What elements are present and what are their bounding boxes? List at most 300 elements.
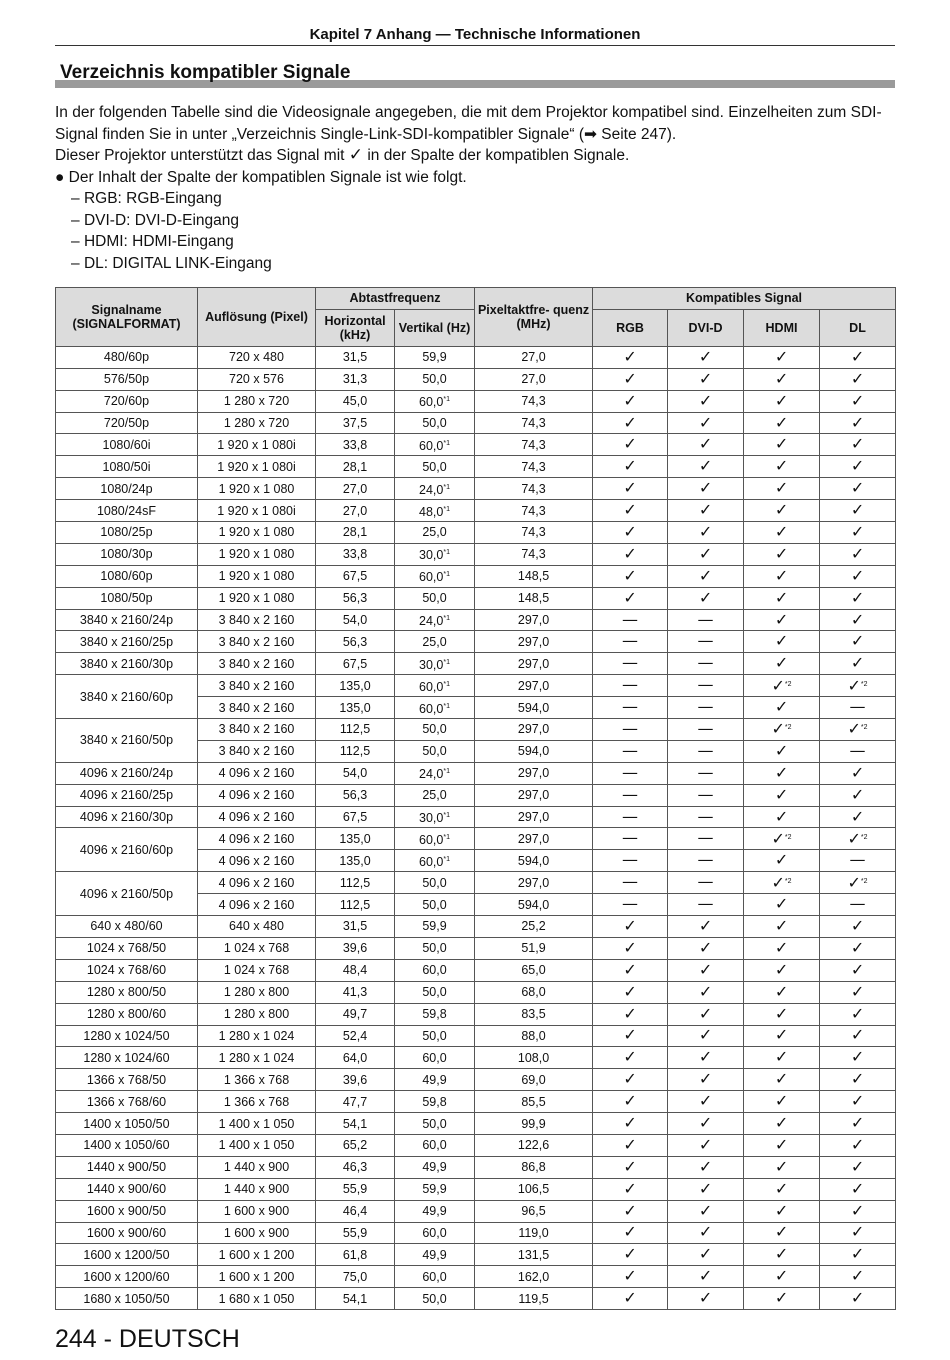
compat-dl-cell (820, 1222, 896, 1244)
compat-dl-cell (820, 1156, 896, 1178)
signal-name-cell: 1600 x 1200/50 (56, 1244, 198, 1266)
check-icon: ✓ (850, 500, 865, 520)
compat-dvid-cell (668, 697, 744, 719)
pixelclock-cell: 297,0 (475, 806, 593, 828)
vertical-cell: 60,0$^{*1}$ (395, 850, 475, 872)
compat-dvid-cell (668, 850, 744, 872)
dash-icon: — (697, 850, 714, 870)
compat-rgb-cell (593, 1156, 668, 1178)
table-row (56, 653, 896, 675)
horizontal-cell: 39,6 (316, 1069, 395, 1091)
vertical-cell: 60,0$^{*1}$ (395, 697, 475, 719)
check-icon: ✓ (698, 1178, 713, 1198)
vertical-cell: 60,0 (395, 959, 475, 981)
vertical-cell: 50,0 (395, 1025, 475, 1047)
compat-dl-cell (820, 784, 896, 806)
check-icon: ✓ (850, 784, 865, 804)
check-icon: ✓ (774, 697, 789, 717)
compat-dvid-cell (668, 1113, 744, 1135)
check-icon: ✓ (698, 500, 713, 520)
compat-dl-cell (820, 675, 896, 697)
dash-icon: — (697, 894, 714, 914)
vertical-cell: 50,0 (395, 587, 475, 609)
vertical-cell: 30,0$^{*1}$ (395, 653, 475, 675)
compat-rgb-cell (593, 1113, 668, 1135)
check-icon: ✓ (774, 894, 789, 914)
check-icon: ✓ (850, 390, 865, 410)
check-icon: ✓ (850, 653, 865, 673)
pixelclock-cell: 297,0 (475, 653, 593, 675)
dash-icon: — (697, 609, 714, 629)
resolution-cell: 1 440 x 900 (198, 1156, 316, 1178)
check-icon: ✓ (698, 346, 713, 366)
resolution-cell: 720 x 576 (198, 368, 316, 390)
check-icon: ✓ (774, 390, 789, 410)
check-icon: ✓ (774, 609, 789, 629)
header-scan: Abtastfrequenz (316, 288, 475, 310)
check-icon: ✓ (698, 456, 713, 476)
vertical-cell: 49,9 (395, 1200, 475, 1222)
check-icon: ✓ (698, 1266, 713, 1286)
check-icon: ✓ (850, 1025, 865, 1045)
dash-icon: — (622, 894, 639, 914)
compat-rgb-cell (593, 937, 668, 959)
signal-name-cell: 1080/50p (56, 587, 198, 609)
horizontal-cell: 55,9 (316, 1178, 395, 1200)
signal-name-cell: 1366 x 768/60 (56, 1091, 198, 1113)
check-icon: ✓ (774, 937, 789, 957)
table-row (56, 587, 896, 609)
compat-dl-cell (820, 697, 896, 719)
signal-name-cell: 4096 x 2160/50p (56, 872, 198, 916)
compat-dvid-cell (668, 500, 744, 522)
check-icon: ✓ (774, 981, 789, 1001)
check-icon: ✓ (774, 762, 789, 782)
pixelclock-cell: 594,0 (475, 894, 593, 916)
signal-name-cell: 3840 x 2160/30p (56, 653, 198, 675)
compat-rgb-cell (593, 872, 668, 894)
check-icon: ✓ (623, 1047, 637, 1067)
check-icon: ✓ (698, 521, 713, 541)
compat-dl-cell (820, 850, 896, 872)
vertical-cell: 50,0 (395, 412, 475, 434)
check-icon: ✓ (774, 1025, 789, 1045)
table-row (56, 1025, 896, 1047)
horizontal-cell: 27,0 (316, 500, 395, 522)
table-row (56, 1222, 896, 1244)
compat-dl-cell (820, 916, 896, 938)
check-icon: ✓ (850, 1134, 865, 1154)
support-text-start: Dieser Projektor unterstützt das Signal mit (55, 147, 345, 164)
pixelclock-cell: 88,0 (475, 1025, 593, 1047)
check-icon: ✓ (850, 543, 865, 563)
dash-icon: — (622, 872, 639, 892)
compat-rgb-cell (593, 784, 668, 806)
compat-rgb-cell (593, 1200, 668, 1222)
pixelclock-cell: 297,0 (475, 784, 593, 806)
dash-icon: — (622, 653, 639, 673)
footnote-ref: *1 (443, 549, 450, 557)
signal-name-cell: 1280 x 800/50 (56, 981, 198, 1003)
pixelclock-cell: 108,0 (475, 1047, 593, 1069)
signal-name-cell: 1280 x 800/60 (56, 1003, 198, 1025)
pixelclock-cell: 96,5 (475, 1200, 593, 1222)
resolution-cell: 1 280 x 720 (198, 412, 316, 434)
compat-hdmi-cell (744, 719, 820, 741)
table-row (56, 719, 896, 741)
vertical-cell: 24,0$^{*1}$ (395, 609, 475, 631)
check-icon: ✓ (348, 145, 364, 165)
footnote-ref: *2 (784, 833, 792, 841)
dash-icon: — (849, 894, 866, 914)
compat-dvid-cell (668, 1266, 744, 1288)
pixelclock-cell: 119,5 (475, 1288, 593, 1310)
check-icon: ✓ (774, 1069, 789, 1089)
horizontal-cell: 47,7 (316, 1091, 395, 1113)
check-icon: ✓ (774, 434, 789, 454)
vertical-cell: 25,0 (395, 631, 475, 653)
resolution-cell: 1 280 x 720 (198, 390, 316, 412)
check-icon: ✓ (623, 1003, 637, 1023)
table-row (56, 872, 896, 894)
horizontal-cell: 56,3 (316, 587, 395, 609)
compat-hdmi-cell (744, 872, 820, 894)
compat-hdmi-cell (744, 850, 820, 872)
footnote-ref: *2 (784, 877, 792, 885)
check-icon: ✓ (850, 1288, 865, 1308)
signal-name-cell: 1024 x 768/50 (56, 937, 198, 959)
pixelclock-cell: 74,3 (475, 478, 593, 500)
pixelclock-cell: 74,3 (475, 434, 593, 456)
compat-hdmi-cell (744, 806, 820, 828)
pixelclock-cell: 148,5 (475, 565, 593, 587)
horizontal-cell: 37,5 (316, 412, 395, 434)
check-icon: ✓ (850, 1266, 865, 1286)
footnote-ref: *1 (443, 702, 450, 710)
compat-hdmi-cell (744, 1025, 820, 1047)
signal-name-cell: 1280 x 1024/50 (56, 1025, 198, 1047)
compat-dl-cell (820, 872, 896, 894)
resolution-cell: 720 x 480 (198, 346, 316, 368)
signal-name-cell: 1400 x 1050/60 (56, 1134, 198, 1156)
table-row (56, 916, 896, 938)
dash-icon: — (622, 718, 639, 738)
pixelclock-cell: 25,2 (475, 916, 593, 938)
compat-dvid-cell (668, 434, 744, 456)
horizontal-cell: 52,4 (316, 1025, 395, 1047)
list-item: – HDMI: HDMI-Eingang (55, 231, 895, 253)
check-icon: ✓ (850, 981, 865, 1001)
table-row (56, 806, 896, 828)
horizontal-cell: 67,5 (316, 565, 395, 587)
check-icon: ✓ (698, 565, 713, 585)
check-icon: ✓ (850, 937, 865, 957)
dash-icon: — (622, 762, 639, 782)
check-icon: ✓ (698, 1134, 713, 1154)
dash-icon: — (622, 806, 639, 826)
vertical-cell: 49,9 (395, 1244, 475, 1266)
signal-name-cell: 3840 x 2160/50p (56, 719, 198, 763)
table-row (56, 762, 896, 784)
compat-hdmi-cell (744, 412, 820, 434)
dash-icon: — (622, 697, 639, 717)
check-icon: ✓ (623, 412, 637, 432)
resolution-cell: 1 400 x 1 050 (198, 1113, 316, 1135)
compat-dvid-cell (668, 981, 744, 1003)
check-icon: ✓ (774, 653, 789, 673)
check-icon: ✓ (698, 412, 713, 432)
resolution-cell: 3 840 x 2 160 (198, 631, 316, 653)
vertical-cell: 50,0 (395, 981, 475, 1003)
compat-dvid-cell (668, 587, 744, 609)
resolution-cell: 1 400 x 1 050 (198, 1134, 316, 1156)
compat-rgb-cell (593, 1244, 668, 1266)
footnote-ref: *1 (443, 812, 450, 820)
support-text-end: in der Spalte der kompatiblen Signale. (367, 147, 630, 164)
footnote-ref: *1 (443, 833, 450, 841)
pixelclock-cell: 106,5 (475, 1178, 593, 1200)
vertical-cell: 49,9 (395, 1156, 475, 1178)
check-icon: ✓ (623, 1288, 637, 1308)
check-icon: ✓ (850, 1047, 865, 1067)
compat-hdmi-cell (744, 959, 820, 981)
check-icon: ✓ (623, 1069, 637, 1089)
vertical-cell: 50,0 (395, 719, 475, 741)
compat-rgb-cell (593, 762, 668, 784)
dash-icon: — (697, 718, 714, 738)
header-dl: DL (820, 309, 896, 346)
compat-dvid-cell (668, 368, 744, 390)
vertical-cell: 24,0$^{*1}$ (395, 478, 475, 500)
pixelclock-cell: 594,0 (475, 850, 593, 872)
dash-icon: — (622, 850, 639, 870)
check-icon: ✓ (774, 1047, 789, 1067)
list-item: – DL: DIGITAL LINK-Eingang (55, 253, 895, 275)
signal-name-cell: 1600 x 900/60 (56, 1222, 198, 1244)
check-icon: ✓ (623, 456, 637, 476)
signal-name-cell: 1024 x 768/60 (56, 959, 198, 981)
resolution-cell: 1 366 x 768 (198, 1069, 316, 1091)
compat-dl-cell (820, 1244, 896, 1266)
vertical-cell: 60,0 (395, 1134, 475, 1156)
check-icon: ✓ (623, 478, 637, 498)
table-row (56, 1003, 896, 1025)
check-icon: ✓ (698, 1047, 713, 1067)
vertical-cell: 50,0 (395, 456, 475, 478)
vertical-cell: 59,8 (395, 1091, 475, 1113)
table-row (56, 1266, 896, 1288)
compat-rgb-cell (593, 456, 668, 478)
compat-hdmi-cell (744, 609, 820, 631)
horizontal-cell: 56,3 (316, 784, 395, 806)
dash-icon: — (697, 653, 714, 673)
check-icon: ✓ (850, 1178, 865, 1198)
footnote-ref: *2 (784, 680, 792, 688)
compat-dvid-cell (668, 740, 744, 762)
compat-hdmi-cell (744, 981, 820, 1003)
table-row (56, 456, 896, 478)
table-row (56, 500, 896, 522)
compat-dl-cell (820, 740, 896, 762)
compat-dvid-cell (668, 675, 744, 697)
check-icon: ✓ (774, 346, 789, 366)
check-icon: ✓ (698, 959, 713, 979)
pixelclock-cell: 131,5 (475, 1244, 593, 1266)
compat-dl-cell (820, 500, 896, 522)
pixelclock-cell: 594,0 (475, 740, 593, 762)
horizontal-cell: 33,8 (316, 434, 395, 456)
header-divider (55, 45, 895, 46)
check-icon: ✓ (850, 434, 865, 454)
vertical-cell: 59,9 (395, 1178, 475, 1200)
header-signal: Signalname (SIGNALFORMAT) (56, 288, 198, 347)
horizontal-cell: 135,0 (316, 828, 395, 850)
horizontal-cell: 31,5 (316, 346, 395, 368)
compat-rgb-cell (593, 806, 668, 828)
check-icon: ✓ (698, 1091, 713, 1111)
header-hdmi: HDMI (744, 309, 820, 346)
check-icon: ✓ (774, 915, 789, 935)
check-icon: ✓ (623, 390, 637, 410)
check-icon: ✓ (698, 434, 713, 454)
check-icon: ✓ (850, 412, 865, 432)
dash-icon: — (622, 784, 639, 804)
horizontal-cell: 46,3 (316, 1156, 395, 1178)
footnote-ref: *1 (443, 483, 450, 491)
compat-dvid-cell (668, 784, 744, 806)
check-icon: ✓ (698, 368, 713, 388)
compat-dl-cell (820, 719, 896, 741)
compat-dvid-cell (668, 609, 744, 631)
intro-bullet: ● Der Inhalt der Spalte der kompatiblen Signale ist wie folgt. (55, 168, 467, 186)
footnote-ref: *1 (443, 658, 450, 666)
check-icon: ✓ (850, 1091, 865, 1111)
signal-table (55, 287, 896, 1310)
signal-name-cell: 1366 x 768/50 (56, 1069, 198, 1091)
vertical-cell: 59,8 (395, 1003, 475, 1025)
resolution-cell: 1 440 x 900 (198, 1178, 316, 1200)
pixelclock-cell: 162,0 (475, 1266, 593, 1288)
signal-name-cell: 480/60p (56, 346, 198, 368)
compat-dvid-cell (668, 872, 744, 894)
compat-hdmi-cell (744, 916, 820, 938)
horizontal-cell: 65,2 (316, 1134, 395, 1156)
horizontal-cell: 46,4 (316, 1200, 395, 1222)
horizontal-cell: 61,8 (316, 1244, 395, 1266)
pixelclock-cell: 27,0 (475, 368, 593, 390)
compat-hdmi-cell (744, 675, 820, 697)
resolution-cell: 4 096 x 2 160 (198, 806, 316, 828)
header-horizontal: Horizontal (kHz) (316, 309, 395, 346)
compat-rgb-cell (593, 1134, 668, 1156)
pixelclock-cell: 297,0 (475, 828, 593, 850)
table-row (56, 1288, 896, 1310)
check-icon: ✓ (623, 1113, 637, 1132)
pixelclock-cell: 122,6 (475, 1134, 593, 1156)
compat-dl-cell (820, 762, 896, 784)
compat-rgb-cell (593, 565, 668, 587)
resolution-cell: 1 920 x 1 080 (198, 478, 316, 500)
check-icon: ✓ (774, 1091, 789, 1111)
check-icon: ✓ (774, 1113, 789, 1132)
check-icon: ✓ (850, 346, 865, 366)
compat-hdmi-cell (744, 1156, 820, 1178)
compat-dl-cell (820, 522, 896, 544)
compat-hdmi-cell (744, 653, 820, 675)
compat-dvid-cell (668, 653, 744, 675)
compat-rgb-cell (593, 719, 668, 741)
pixelclock-cell: 86,8 (475, 1156, 593, 1178)
check-icon: ✓ (698, 478, 713, 498)
check-icon: ✓ (847, 719, 861, 739)
dash-icon: — (697, 631, 714, 651)
dash-icon: — (697, 784, 714, 804)
compat-hdmi-cell (744, 1091, 820, 1113)
check-icon: ✓ (774, 412, 789, 432)
compat-rgb-cell (593, 346, 668, 368)
check-icon: ✓ (850, 762, 865, 782)
check-icon: ✓ (623, 521, 637, 541)
horizontal-cell: 28,1 (316, 456, 395, 478)
compat-hdmi-cell (744, 1266, 820, 1288)
compat-rgb-cell (593, 478, 668, 500)
compat-dl-cell (820, 806, 896, 828)
pixelclock-cell: 74,3 (475, 500, 593, 522)
compat-rgb-cell (593, 631, 668, 653)
vertical-cell: 50,0 (395, 872, 475, 894)
compat-dl-cell (820, 653, 896, 675)
table-row (56, 1200, 896, 1222)
check-icon: ✓ (774, 959, 789, 979)
footnote-ref: *1 (443, 505, 450, 513)
horizontal-cell: 56,3 (316, 631, 395, 653)
resolution-cell: 1 920 x 1 080 (198, 522, 316, 544)
check-icon: ✓ (623, 1266, 637, 1286)
signal-name-cell: 4096 x 2160/24p (56, 762, 198, 784)
check-icon: ✓ (774, 1156, 789, 1176)
check-icon: ✓ (850, 915, 865, 935)
compat-rgb-cell (593, 981, 668, 1003)
check-icon: ✓ (774, 806, 789, 826)
table-row (56, 522, 896, 544)
pixelclock-cell: 297,0 (475, 872, 593, 894)
table-row (56, 1091, 896, 1113)
resolution-cell: 1 600 x 1 200 (198, 1266, 316, 1288)
resolution-cell: 4 096 x 2 160 (198, 894, 316, 916)
chapter-header: Kapitel 7 Anhang — Technische Informationen (309, 26, 641, 43)
check-icon: ✓ (850, 521, 865, 541)
dash-icon: — (697, 740, 714, 760)
horizontal-cell: 135,0 (316, 850, 395, 872)
check-icon: ✓ (623, 981, 637, 1001)
horizontal-cell: 39,6 (316, 937, 395, 959)
compat-hdmi-cell (744, 456, 820, 478)
check-icon: ✓ (850, 1113, 865, 1132)
horizontal-cell: 75,0 (316, 1266, 395, 1288)
compat-rgb-cell (593, 1069, 668, 1091)
dash-icon: — (622, 828, 639, 848)
check-icon: ✓ (698, 1113, 713, 1132)
check-icon: ✓ (623, 434, 637, 454)
check-icon: ✓ (623, 543, 637, 563)
compat-dvid-cell (668, 1244, 744, 1266)
check-icon: ✓ (623, 368, 637, 388)
pixelclock-cell: 74,3 (475, 390, 593, 412)
compat-hdmi-cell (744, 1047, 820, 1069)
check-icon: ✓ (850, 587, 865, 607)
signal-name-cell: 1400 x 1050/50 (56, 1113, 198, 1135)
compat-hdmi-cell (744, 1113, 820, 1135)
